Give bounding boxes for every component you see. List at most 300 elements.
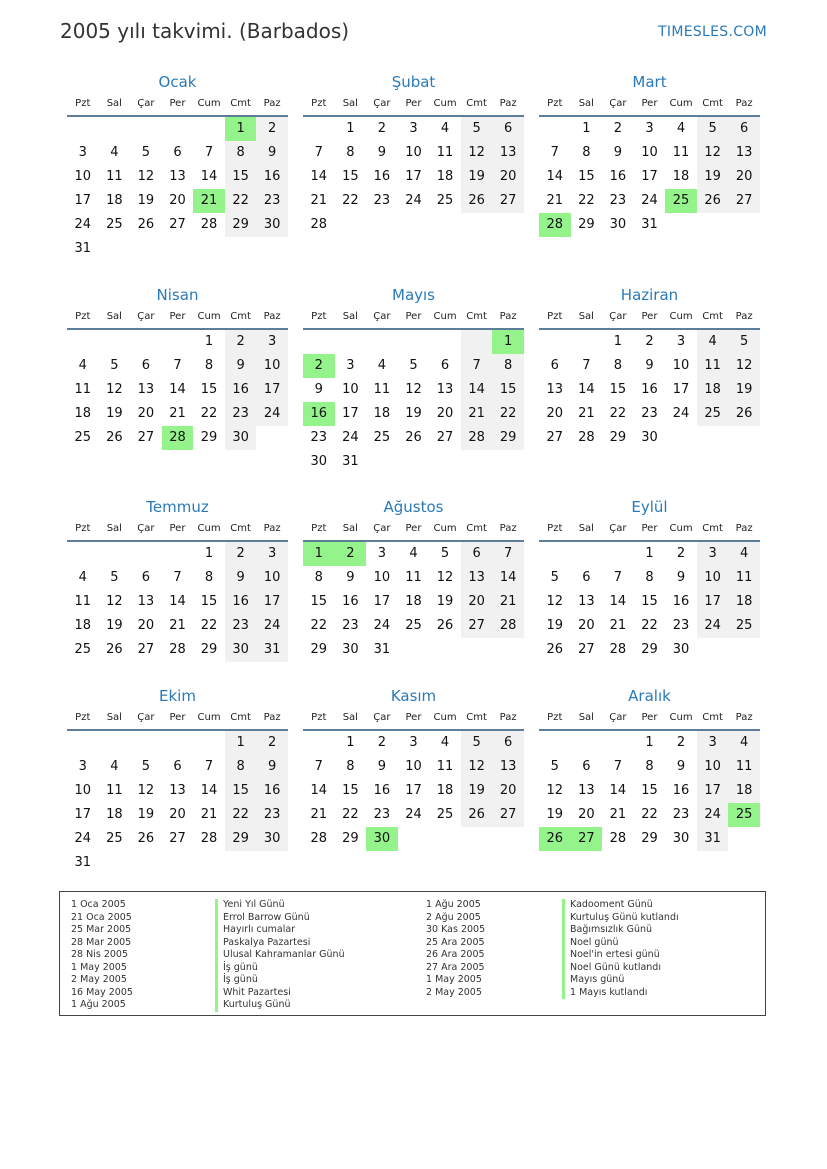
day-cell: 15 (641, 594, 658, 609)
holiday-name: Ulusal Kahramanlar Günü (215, 949, 345, 962)
weekday-label: Per (405, 712, 422, 723)
day-cell: 30 (310, 454, 328, 469)
day-cell: 11 (728, 566, 760, 590)
day-cell: 15 (342, 783, 359, 798)
day-cell: 6 (461, 542, 493, 566)
weekday-label: Çar (373, 98, 391, 109)
day-cell: 2 (377, 121, 387, 136)
day-cell: 11 (436, 759, 454, 774)
day-cell: 25 (405, 618, 422, 633)
day-cell: 5 (697, 117, 729, 141)
day-cell: 15 (200, 382, 218, 397)
day-cell: 6 (173, 145, 182, 160)
day-cell: 28 (310, 831, 328, 846)
holiday-day-cell: 28 (539, 213, 571, 237)
day-cell: 21 (310, 807, 328, 822)
day-cell: 27 (578, 642, 595, 657)
weekday-label: Çar (137, 98, 155, 109)
day-cell: 21 (492, 590, 524, 614)
empty-day-cell (99, 731, 131, 755)
day-cell: 29 (609, 430, 627, 445)
brand-link[interactable]: TIMESLES.COM (658, 24, 767, 40)
day-cell: 18 (728, 590, 760, 614)
day-cell: 30 (609, 217, 627, 232)
empty-day-cell (461, 330, 493, 354)
day-cell: 27 (492, 803, 524, 827)
day-cell: 17 (697, 779, 729, 803)
day-cell: 23 (609, 193, 627, 208)
day-cell: 31 (256, 638, 288, 662)
day-cell: 10 (256, 566, 288, 590)
empty-day-cell (429, 330, 461, 354)
weekday-label: Paz (499, 311, 517, 322)
weekday-header (67, 306, 288, 330)
weekday-label: Sal (578, 712, 594, 723)
day-cell: 26 (106, 430, 123, 445)
day-cell: 30 (225, 426, 257, 450)
weekday-header (67, 518, 288, 542)
day-cell: 12 (405, 382, 422, 397)
day-cell: 7 (613, 759, 623, 774)
day-cell: 19 (106, 406, 123, 421)
day-cell: 10 (697, 755, 729, 779)
weekday-label: Cum (669, 311, 693, 322)
day-cell: 14 (200, 783, 218, 798)
holiday-date: 30 Kas 2005 (426, 924, 486, 935)
holiday-day-cell: 27 (571, 827, 603, 851)
weekday-label: Sal (106, 712, 122, 723)
day-cell: 12 (546, 594, 564, 609)
day-cell: 24 (641, 193, 658, 208)
empty-day-cell (130, 330, 162, 354)
weekday-label: Sal (342, 712, 358, 723)
holiday-date: 27 Ara 2005 (426, 961, 485, 973)
day-cell: 23 (225, 614, 257, 638)
weekday-label: Cmt (466, 712, 487, 723)
day-cell: 12 (106, 594, 123, 609)
day-cell: 15 (641, 783, 658, 798)
day-cell: 21 (169, 618, 186, 633)
weekday-label: Cum (433, 712, 457, 723)
day-cell: 29 (200, 642, 218, 657)
day-cell: 25 (728, 614, 760, 638)
weekday-label: Pzt (75, 523, 91, 534)
weekday-label: Cum (669, 523, 693, 534)
weekday-label: Çar (137, 712, 155, 723)
day-cell: 17 (342, 406, 359, 421)
day-cell: 9 (676, 570, 686, 585)
day-cell: 13 (728, 141, 760, 165)
day-cell: 21 (609, 807, 627, 822)
day-cell: 18 (405, 594, 422, 609)
empty-day-cell (67, 330, 99, 354)
day-cell: 14 (492, 566, 524, 590)
weekday-label: Cmt (702, 98, 723, 109)
holiday-dates-right (426, 899, 485, 999)
month-name: Mayıs (392, 286, 435, 304)
day-cell: 3 (409, 735, 418, 750)
day-cell: 7 (550, 145, 559, 160)
day-cell: 20 (137, 406, 155, 421)
weekday-label: Sal (106, 98, 122, 109)
day-cell: 25 (74, 430, 92, 445)
day-cell: 15 (492, 378, 524, 402)
day-cell: 17 (74, 807, 92, 822)
day-cell: 19 (436, 594, 454, 609)
day-cell: 16 (672, 594, 690, 609)
empty-day-cell (303, 731, 335, 755)
day-cell: 19 (137, 807, 155, 822)
day-cell: 10 (672, 358, 690, 373)
empty-day-cell (99, 117, 131, 141)
day-cell: 28 (492, 614, 524, 638)
day-cell: 5 (141, 145, 151, 160)
day-cell: 23 (672, 618, 690, 633)
day-cell: 26 (137, 831, 155, 846)
day-cell: 11 (405, 570, 422, 585)
day-cell: 30 (641, 430, 658, 445)
day-cell: 26 (697, 189, 729, 213)
weekday-label: Paz (499, 712, 517, 723)
day-cell: 22 (578, 193, 595, 208)
day-cell: 6 (141, 358, 151, 373)
month-name: Kasım (390, 687, 437, 705)
day-cell: 29 (492, 426, 524, 450)
day-cell: 6 (582, 759, 591, 774)
empty-day-cell (366, 330, 398, 354)
day-cell: 18 (728, 779, 760, 803)
weekday-label: Cum (197, 311, 221, 322)
day-cell: 3 (645, 121, 654, 136)
day-cell: 4 (78, 570, 87, 585)
day-cell: 25 (436, 193, 454, 208)
empty-day-cell (162, 330, 194, 354)
day-cell: 9 (377, 145, 387, 160)
weekday-label: Pzt (311, 523, 327, 534)
day-cell: 23 (310, 430, 328, 445)
weekday-label: Çar (373, 523, 391, 534)
empty-day-cell (602, 542, 634, 566)
day-cell: 25 (697, 402, 729, 426)
holiday-names-left (215, 899, 345, 1012)
day-cell: 16 (641, 382, 658, 397)
month-name: Nisan (156, 286, 199, 304)
day-cell: 5 (461, 731, 493, 755)
day-cell: 10 (373, 570, 391, 585)
empty-day-cell (539, 542, 571, 566)
day-cell: 15 (609, 382, 627, 397)
weekday-label: Cmt (702, 311, 723, 322)
day-cell: 21 (310, 193, 328, 208)
day-cell: 14 (310, 169, 328, 184)
holiday-day-cell: 25 (665, 189, 697, 213)
month-calendar (539, 496, 760, 662)
day-cell: 14 (169, 382, 186, 397)
day-cell: 9 (314, 382, 323, 397)
weekday-label: Çar (137, 311, 155, 322)
day-cell: 20 (492, 165, 524, 189)
weekday-label: Cmt (230, 523, 251, 534)
day-cell: 11 (373, 382, 391, 397)
month-name: Temmuz (146, 498, 209, 516)
holiday-name: Paskalya Pazartesi (215, 937, 345, 950)
days-grid (67, 542, 288, 662)
weekday-label: Sal (342, 311, 358, 322)
day-cell: 24 (74, 217, 92, 232)
holiday-name: Whit Pazartesi (215, 987, 345, 1000)
day-cell: 25 (373, 430, 391, 445)
weekday-header (539, 518, 760, 542)
day-cell: 21 (609, 618, 627, 633)
weekday-label: Per (169, 523, 186, 534)
weekday-label: Cum (669, 98, 693, 109)
day-cell: 17 (672, 382, 690, 397)
holiday-date: 25 Ara 2005 (426, 936, 485, 948)
day-cell: 8 (204, 358, 214, 373)
day-cell: 19 (461, 165, 493, 189)
weekday-label: Cum (197, 523, 221, 534)
holiday-date: 2 Ağu 2005 (426, 911, 481, 923)
weekday-label: Paz (499, 523, 517, 534)
day-cell: 3 (409, 121, 418, 136)
weekday-label: Paz (735, 523, 753, 534)
day-cell: 15 (225, 165, 257, 189)
day-cell: 20 (578, 807, 595, 822)
weekday-label: Cum (433, 311, 457, 322)
weekday-label: Çar (373, 311, 391, 322)
day-cell: 26 (436, 618, 454, 633)
day-cell: 1 (346, 121, 355, 136)
day-cell: 29 (578, 217, 595, 232)
day-cell: 23 (641, 406, 658, 421)
day-cell: 13 (578, 594, 595, 609)
day-cell: 21 (200, 807, 218, 822)
weekday-label: Çar (609, 712, 627, 723)
empty-day-cell (193, 117, 225, 141)
day-cell: 5 (409, 358, 418, 373)
month-calendar (67, 496, 288, 662)
page-title: 2005 yılı takvimi. (Barbados) (60, 19, 350, 43)
day-cell: 7 (204, 145, 214, 160)
day-cell: 27 (169, 831, 186, 846)
day-cell: 16 (256, 165, 288, 189)
holiday-day-cell: 2 (303, 354, 335, 378)
weekday-label: Cum (197, 712, 221, 723)
day-cell: 12 (137, 169, 155, 184)
day-cell: 1 (204, 334, 214, 349)
day-cell: 23 (373, 193, 391, 208)
day-cell: 10 (256, 354, 288, 378)
day-cell: 8 (225, 755, 257, 779)
holiday-date: 26 Ara 2005 (426, 949, 485, 960)
day-cell: 27 (137, 430, 155, 445)
day-cell: 4 (110, 759, 119, 774)
day-cell: 19 (106, 618, 123, 633)
day-cell: 14 (200, 169, 218, 184)
month-name: Ocak (158, 73, 197, 91)
weekday-label: Çar (137, 523, 155, 534)
month-calendar (303, 284, 524, 474)
holiday-name: Kadooment Günü (562, 899, 679, 912)
day-cell: 9 (613, 145, 623, 160)
day-cell: 1 (645, 735, 654, 750)
day-cell: 28 (461, 426, 493, 450)
day-cell: 27 (461, 614, 493, 638)
day-cell: 16 (672, 783, 690, 798)
day-cell: 12 (461, 755, 493, 779)
day-cell: 12 (697, 141, 729, 165)
day-cell: 13 (137, 382, 155, 397)
holiday-date: 1 Oca 2005 (71, 899, 126, 910)
empty-day-cell (539, 330, 571, 354)
weekday-label: Cum (433, 98, 457, 109)
day-cell: 29 (641, 642, 658, 657)
day-cell: 30 (225, 638, 257, 662)
weekday-label: Cum (433, 523, 457, 534)
day-cell: 27 (492, 189, 524, 213)
day-cell: 29 (342, 831, 359, 846)
empty-day-cell (398, 330, 430, 354)
day-cell: 12 (106, 382, 123, 397)
weekday-header (539, 707, 760, 731)
day-cell: 26 (546, 642, 564, 657)
day-cell: 6 (173, 759, 182, 774)
empty-day-cell (130, 117, 162, 141)
day-cell: 10 (641, 145, 658, 160)
holiday-name: İş günü (215, 974, 345, 987)
day-cell: 24 (697, 614, 729, 638)
holiday-name: Mayıs günü (562, 974, 679, 987)
weekday-label: Çar (373, 712, 391, 723)
day-cell: 25 (436, 807, 454, 822)
days-grid (539, 330, 760, 450)
day-cell: 29 (200, 430, 218, 445)
empty-day-cell (67, 731, 99, 755)
holiday-name: Noel günü (562, 937, 679, 950)
weekday-label: Pzt (75, 712, 91, 723)
holiday-name: Kurtuluş Günü (215, 999, 345, 1012)
holiday-date: 28 Nis 2005 (71, 949, 128, 960)
day-cell: 30 (342, 642, 359, 657)
empty-day-cell (602, 731, 634, 755)
day-cell: 20 (546, 406, 564, 421)
day-cell: 18 (672, 169, 690, 184)
weekday-label: Sal (106, 311, 122, 322)
month-calendar (539, 685, 760, 851)
weekday-label: Per (405, 98, 422, 109)
day-cell: 29 (225, 213, 257, 237)
day-cell: 20 (169, 807, 186, 822)
day-cell: 26 (137, 217, 155, 232)
day-cell: 28 (609, 831, 627, 846)
day-cell: 5 (550, 759, 559, 774)
month-calendar (67, 71, 288, 261)
day-cell: 2 (676, 546, 686, 561)
day-cell: 14 (609, 594, 627, 609)
weekday-label: Per (641, 523, 658, 534)
day-cell: 15 (225, 779, 257, 803)
day-cell: 1 (204, 546, 214, 561)
holiday-name: 1 Mayıs kutlandı (562, 987, 679, 1000)
weekday-label: Sal (578, 523, 594, 534)
day-cell: 5 (461, 117, 493, 141)
day-cell: 20 (169, 193, 186, 208)
day-cell: 8 (346, 759, 355, 774)
weekday-header (539, 306, 760, 330)
day-cell: 23 (256, 189, 288, 213)
weekday-label: Paz (735, 311, 753, 322)
day-cell: 25 (106, 831, 123, 846)
empty-day-cell (571, 731, 603, 755)
day-cell: 4 (728, 731, 760, 755)
day-cell: 2 (676, 735, 686, 750)
weekday-label: Paz (735, 98, 753, 109)
day-cell: 30 (672, 642, 690, 657)
weekday-label: Pzt (311, 311, 327, 322)
holiday-name: Hayırlı cumalar (215, 924, 345, 937)
day-cell: 24 (256, 402, 288, 426)
weekday-label: Paz (263, 523, 281, 534)
day-cell: 1 (582, 121, 591, 136)
holiday-date: 21 Oca 2005 (71, 911, 132, 923)
weekday-label: Sal (342, 98, 358, 109)
day-cell: 17 (641, 169, 658, 184)
day-cell: 23 (256, 803, 288, 827)
empty-day-cell (539, 117, 571, 141)
holiday-day-cell: 2 (335, 542, 367, 566)
day-cell: 24 (256, 614, 288, 638)
weekday-label: Per (405, 311, 422, 322)
day-cell: 11 (106, 783, 123, 798)
day-cell: 27 (137, 642, 155, 657)
holiday-day-cell: 21 (193, 189, 225, 213)
day-cell: 3 (256, 330, 288, 354)
day-cell: 10 (697, 566, 729, 590)
weekday-header (67, 707, 288, 731)
day-cell: 3 (697, 731, 729, 755)
day-cell: 8 (204, 570, 214, 585)
day-cell: 18 (106, 807, 123, 822)
holiday-date: 25 Mar 2005 (71, 924, 132, 935)
day-cell: 17 (256, 378, 288, 402)
day-cell: 27 (169, 217, 186, 232)
day-cell: 20 (436, 406, 454, 421)
day-cell: 7 (492, 542, 524, 566)
day-cell: 17 (697, 590, 729, 614)
days-grid (539, 542, 760, 662)
empty-day-cell (67, 117, 99, 141)
holiday-list (59, 891, 766, 1016)
empty-day-cell (571, 330, 603, 354)
day-cell: 22 (200, 406, 218, 421)
day-cell: 28 (310, 217, 328, 232)
day-cell: 28 (609, 642, 627, 657)
holiday-date: 1 May 2005 (71, 961, 127, 973)
day-cell: 27 (728, 189, 760, 213)
day-cell: 7 (314, 145, 323, 160)
day-cell: 19 (137, 193, 155, 208)
day-cell: 13 (461, 566, 493, 590)
day-cell: 6 (728, 117, 760, 141)
day-cell: 22 (342, 807, 359, 822)
day-cell: 8 (613, 358, 623, 373)
empty-day-cell (162, 117, 194, 141)
day-cell: 15 (342, 169, 359, 184)
day-cell: 12 (461, 141, 493, 165)
weekday-label: Pzt (547, 712, 563, 723)
weekday-label: Paz (263, 311, 281, 322)
weekday-label: Pzt (75, 98, 91, 109)
